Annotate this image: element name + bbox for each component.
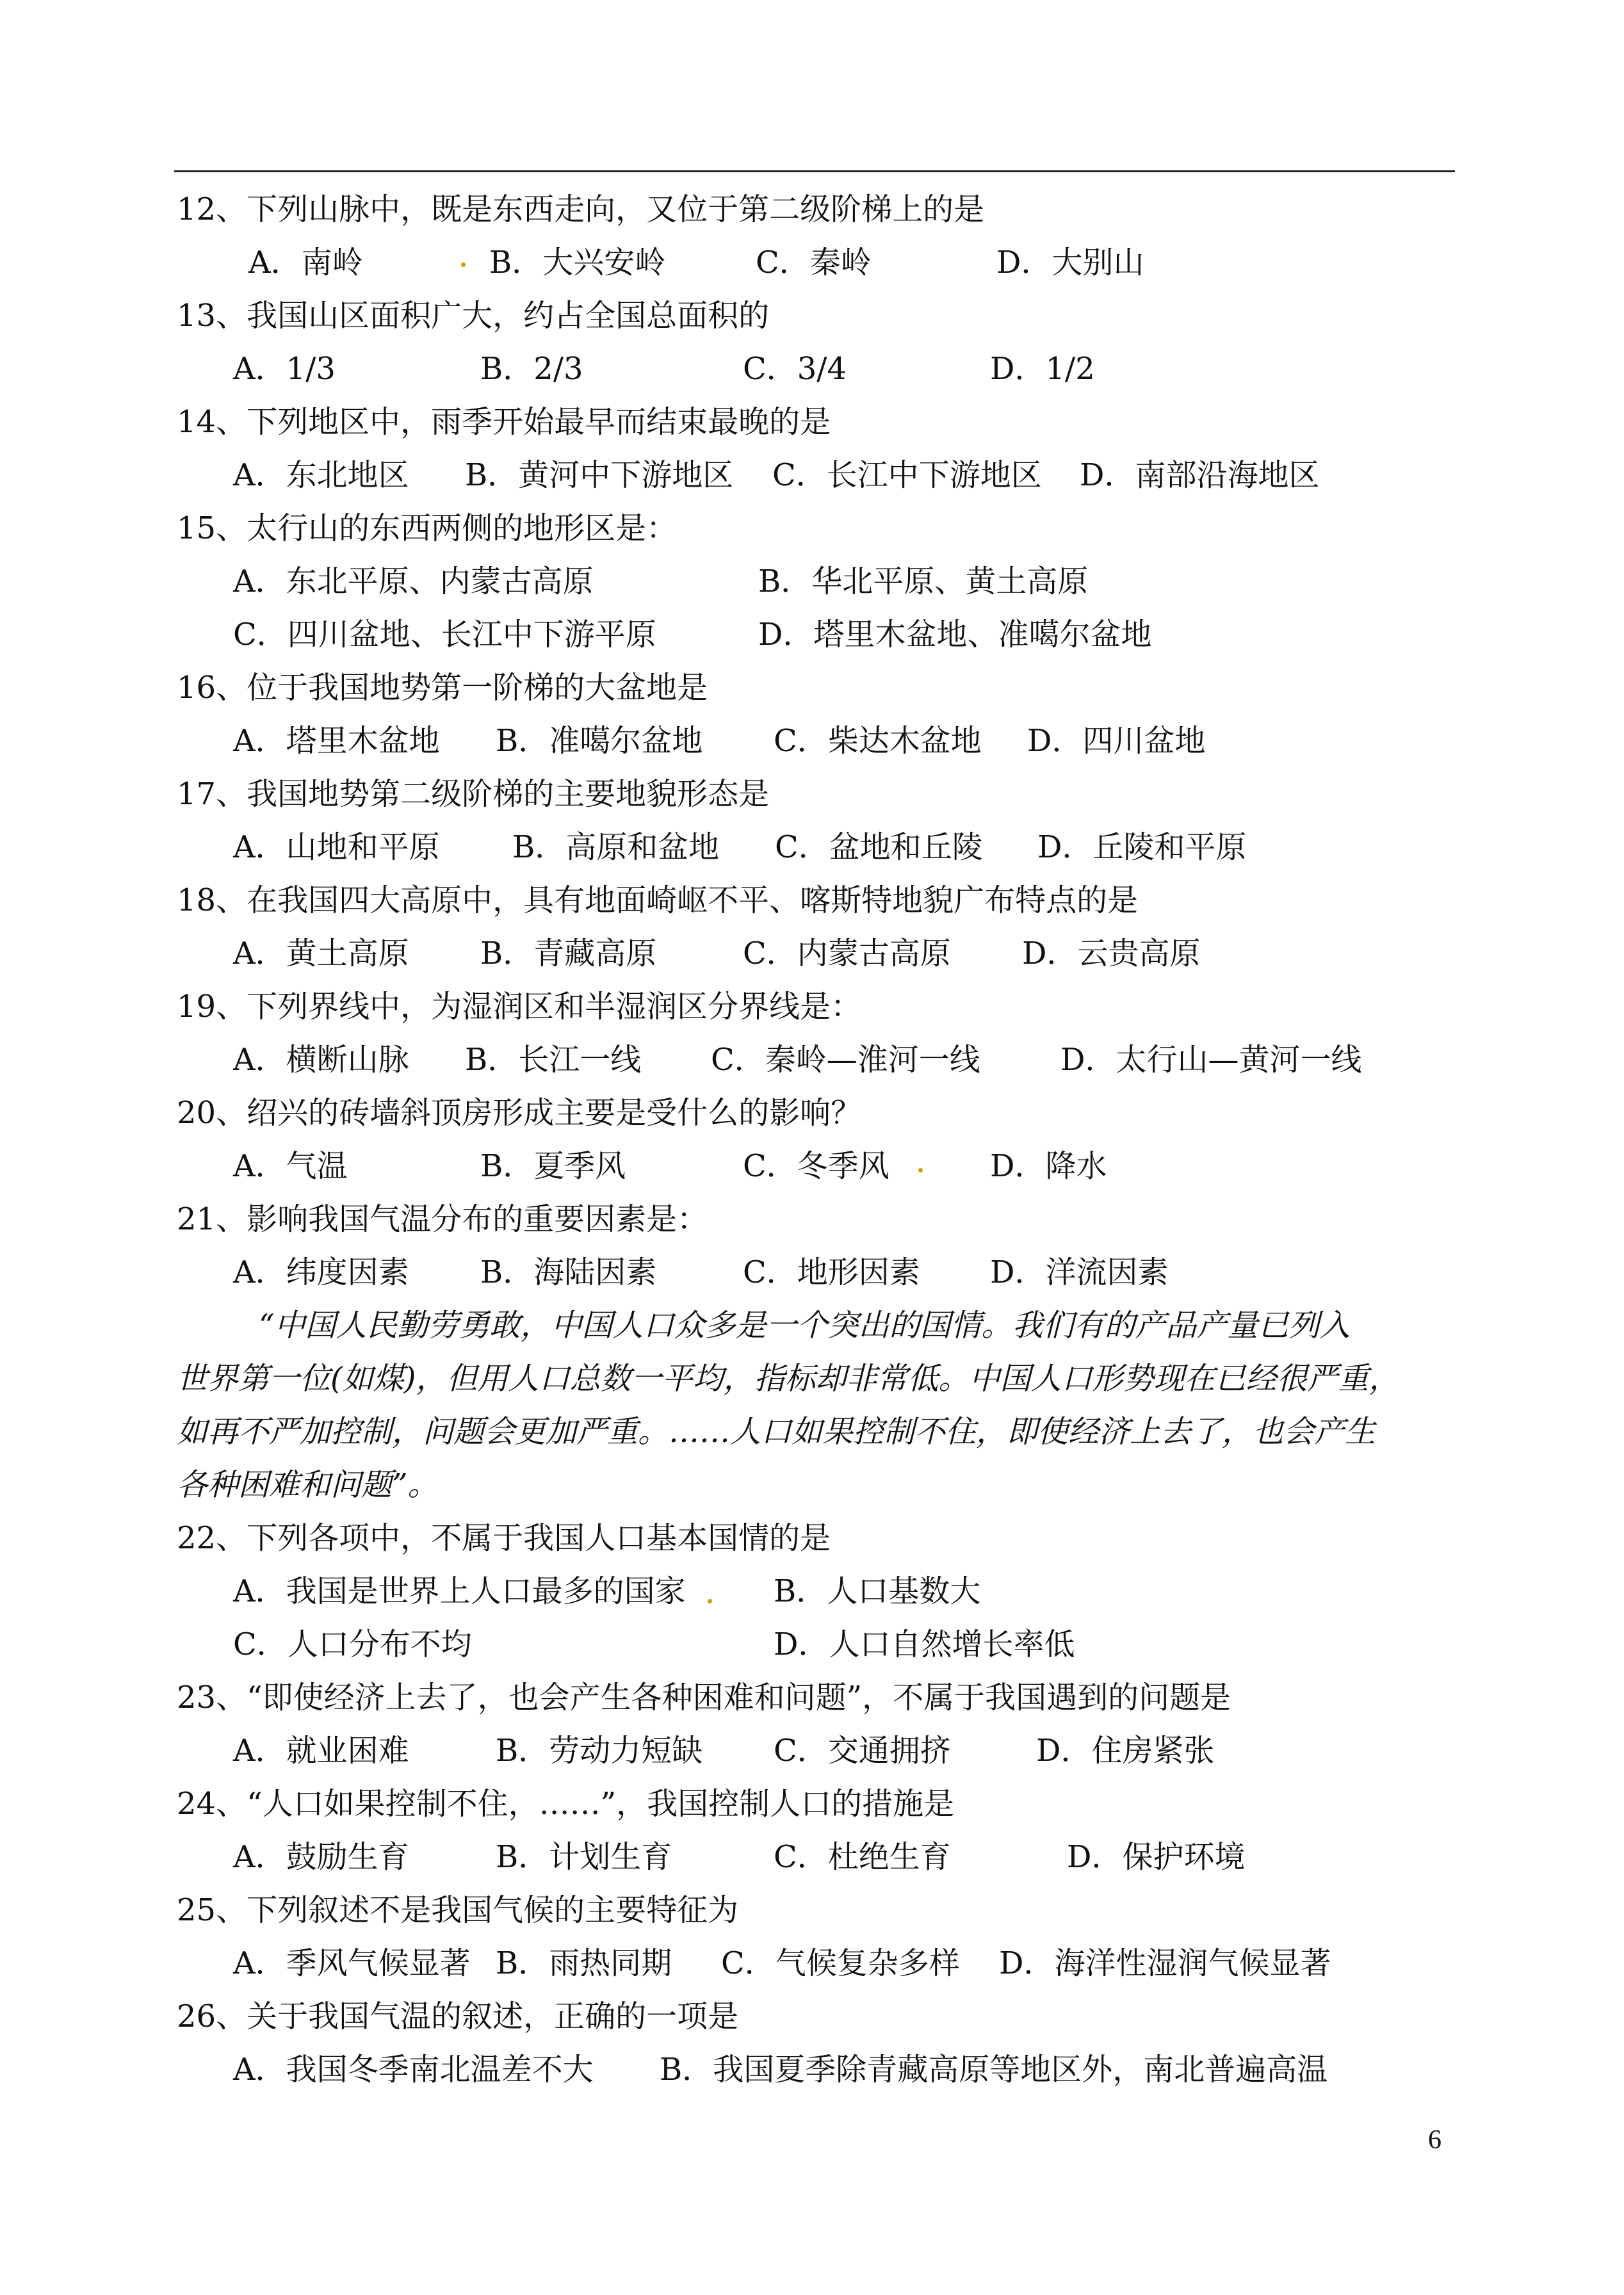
option-c: C．柴达木盆地 [774, 723, 982, 759]
option-b: B．我国夏季除青藏高原等地区外，南北普遍高温 [660, 2052, 1328, 2088]
question-stem: 23、“即使经济上去了，也会产生各种困难和问题”，不属于我国遇到的问题是 [177, 1680, 1231, 1715]
page-number: 6 [1428, 2125, 1441, 2155]
option-d: D．云贵高原 [1022, 936, 1201, 971]
question-stem: 22、下列各项中，不属于我国人口基本国情的是 [177, 1520, 831, 1556]
option-b: B．青藏高原 [480, 936, 657, 971]
stray-mark [918, 1168, 923, 1172]
option-b: B．夏季风 [480, 1148, 626, 1184]
question-options [177, 608, 1464, 661]
question-options [177, 1937, 1464, 1990]
option-b: B．准噶尔盆地 [496, 723, 703, 759]
passage-line: “中国人民勤劳勇敢，中国人口众多是一个突出的国情。我们有的产品产量已列入 [259, 1308, 1351, 1343]
option-a: A．东北平原、内蒙古高原 [233, 564, 594, 599]
option-a: A．塔里木盆地 [233, 723, 440, 759]
option-c: C．内蒙古高原 [743, 936, 951, 971]
option-c: C．气候复杂多样 [721, 1945, 960, 1981]
option-d: D．四川盆地 [1027, 723, 1206, 759]
option-c: C．四川盆地、长江中下游平原 [233, 617, 656, 653]
question-options [177, 236, 1464, 289]
passage-line: 各种困难和问题”。 [177, 1467, 439, 1503]
question-stem: 24、“人口如果控制不住，……”，我国控制人口的措施是 [177, 1786, 955, 1822]
option-b: B．长江一线 [465, 1042, 642, 1078]
option-c: C．秦岭—淮河一线 [711, 1042, 980, 1078]
option-b: B．大兴安岭 [489, 245, 666, 280]
option-d: D．塔里木盆地、准噶尔盆地 [758, 617, 1152, 653]
option-d: D．丘陵和平原 [1037, 829, 1247, 865]
question-options [177, 927, 1464, 980]
option-b: B．黄河中下游地区 [465, 457, 734, 493]
question-options [177, 555, 1464, 608]
option-a: A．就业困难 [233, 1733, 409, 1769]
option-c: C．3/4 [743, 351, 847, 387]
option-a: A．纬度因素 [233, 1254, 409, 1290]
option-c: C．冬季风 [743, 1148, 889, 1184]
option-a: A．鼓励生育 [233, 1839, 409, 1875]
stray-mark [708, 1599, 712, 1603]
question-stem: 25、下列叙述不是我国气候的主要特征为 [177, 1892, 739, 1928]
option-b: B．计划生育 [496, 1839, 672, 1875]
option-d: D．大别山 [996, 245, 1144, 280]
option-b: B．劳动力短缺 [496, 1733, 703, 1769]
question-stem: 26、关于我国气温的叙述，正确的一项是 [177, 1999, 739, 2034]
question-stem: 18、在我国四大高原中，具有地面崎岖不平、喀斯特地貌广布特点的是 [177, 882, 1139, 918]
question-stem: 17、我国地势第二级阶梯的主要地貌形态是 [177, 776, 770, 812]
question-options [177, 1246, 1464, 1299]
question-stem: 13、我国山区面积广大，约占全国总面积的 [177, 298, 770, 334]
option-d: D．海洋性湿润气候显著 [999, 1945, 1331, 1981]
question-stem: 19、下列界线中，为湿润区和半湿润区分界线是： [177, 989, 862, 1025]
option-d: D．南部沿海地区 [1080, 457, 1320, 493]
option-c: C．盆地和丘陵 [775, 829, 983, 865]
question-options [177, 1831, 1464, 1884]
question-stem: 21、影响我国气温分布的重要因素是： [177, 1201, 708, 1237]
option-d: D．保护环境 [1067, 1839, 1246, 1875]
question-options [177, 1618, 1464, 1671]
header-rule [174, 170, 1455, 172]
option-c: C．秦岭 [756, 245, 872, 280]
option-b: B．雨热同期 [496, 1945, 672, 1981]
question-options [177, 449, 1464, 502]
option-d: D．洋流因素 [990, 1254, 1169, 1290]
option-d: D．住房紧张 [1036, 1733, 1215, 1769]
page-content [177, 183, 1464, 2096]
option-d: D．太行山—黄河一线 [1060, 1042, 1362, 1078]
option-a: A．我国冬季南北温差不大 [233, 2052, 594, 2088]
option-d: D．降水 [990, 1148, 1107, 1184]
stray-mark [461, 263, 466, 267]
option-a: A．东北地区 [233, 457, 409, 493]
question-stem: 20、绍兴的砖墙斜顶房形成主要是受什么的影响？ [177, 1095, 862, 1131]
option-a: A．1/3 [233, 351, 336, 387]
question-options [177, 2043, 1464, 2096]
question-options [177, 1724, 1464, 1778]
option-c: C．长江中下游地区 [772, 457, 1042, 493]
question-options [177, 1565, 1464, 1618]
passage-line: 如再不严加控制，问题会更加严重。……人口如果控制不住，即使经济上去了，也会产生 [177, 1414, 1376, 1450]
question-stem: 12、下列山脉中，既是东西走向，又位于第二级阶梯上的是 [177, 191, 985, 227]
option-a: A．横断山脉 [233, 1042, 409, 1078]
passage-line: 世界第一位(如煤)，但用人口总数一平均，指标却非常低。中国人口形势现在已经很严重， [177, 1361, 1400, 1397]
question-options [177, 821, 1464, 874]
option-a: A．黄土高原 [233, 936, 409, 971]
question-options [177, 343, 1464, 396]
option-a: A．季风气候显著 [233, 1945, 471, 1981]
option-a: A．气温 [233, 1148, 348, 1184]
option-a: A．我国是世界上人口最多的国家 [233, 1573, 686, 1609]
option-b: B．海陆因素 [480, 1254, 657, 1290]
option-c: C．杜绝生育 [774, 1839, 951, 1875]
option-b: B．人口基数大 [774, 1573, 981, 1609]
question-options [177, 1034, 1464, 1087]
option-b: B．2/3 [480, 351, 583, 387]
option-b: B．高原和盆地 [512, 829, 720, 865]
question-options [177, 1140, 1464, 1193]
option-a: A．山地和平原 [233, 829, 440, 865]
question-stem: 14、下列地区中，雨季开始最早而结束最晚的是 [177, 404, 831, 440]
option-b: B．华北平原、黄土高原 [758, 564, 1089, 599]
question-stem: 15、太行山的东西两侧的地形区是： [177, 510, 678, 546]
option-a: A．南岭 [248, 245, 363, 280]
option-c: C．人口分布不均 [233, 1626, 472, 1662]
option-d: D．人口自然增长率低 [774, 1626, 1075, 1662]
option-c: C．地形因素 [743, 1254, 920, 1290]
option-d: D．1/2 [990, 351, 1095, 387]
option-c: C．交通拥挤 [774, 1733, 951, 1769]
question-options [177, 715, 1464, 768]
question-stem: 16、位于我国地势第一阶梯的大盆地是 [177, 670, 708, 706]
